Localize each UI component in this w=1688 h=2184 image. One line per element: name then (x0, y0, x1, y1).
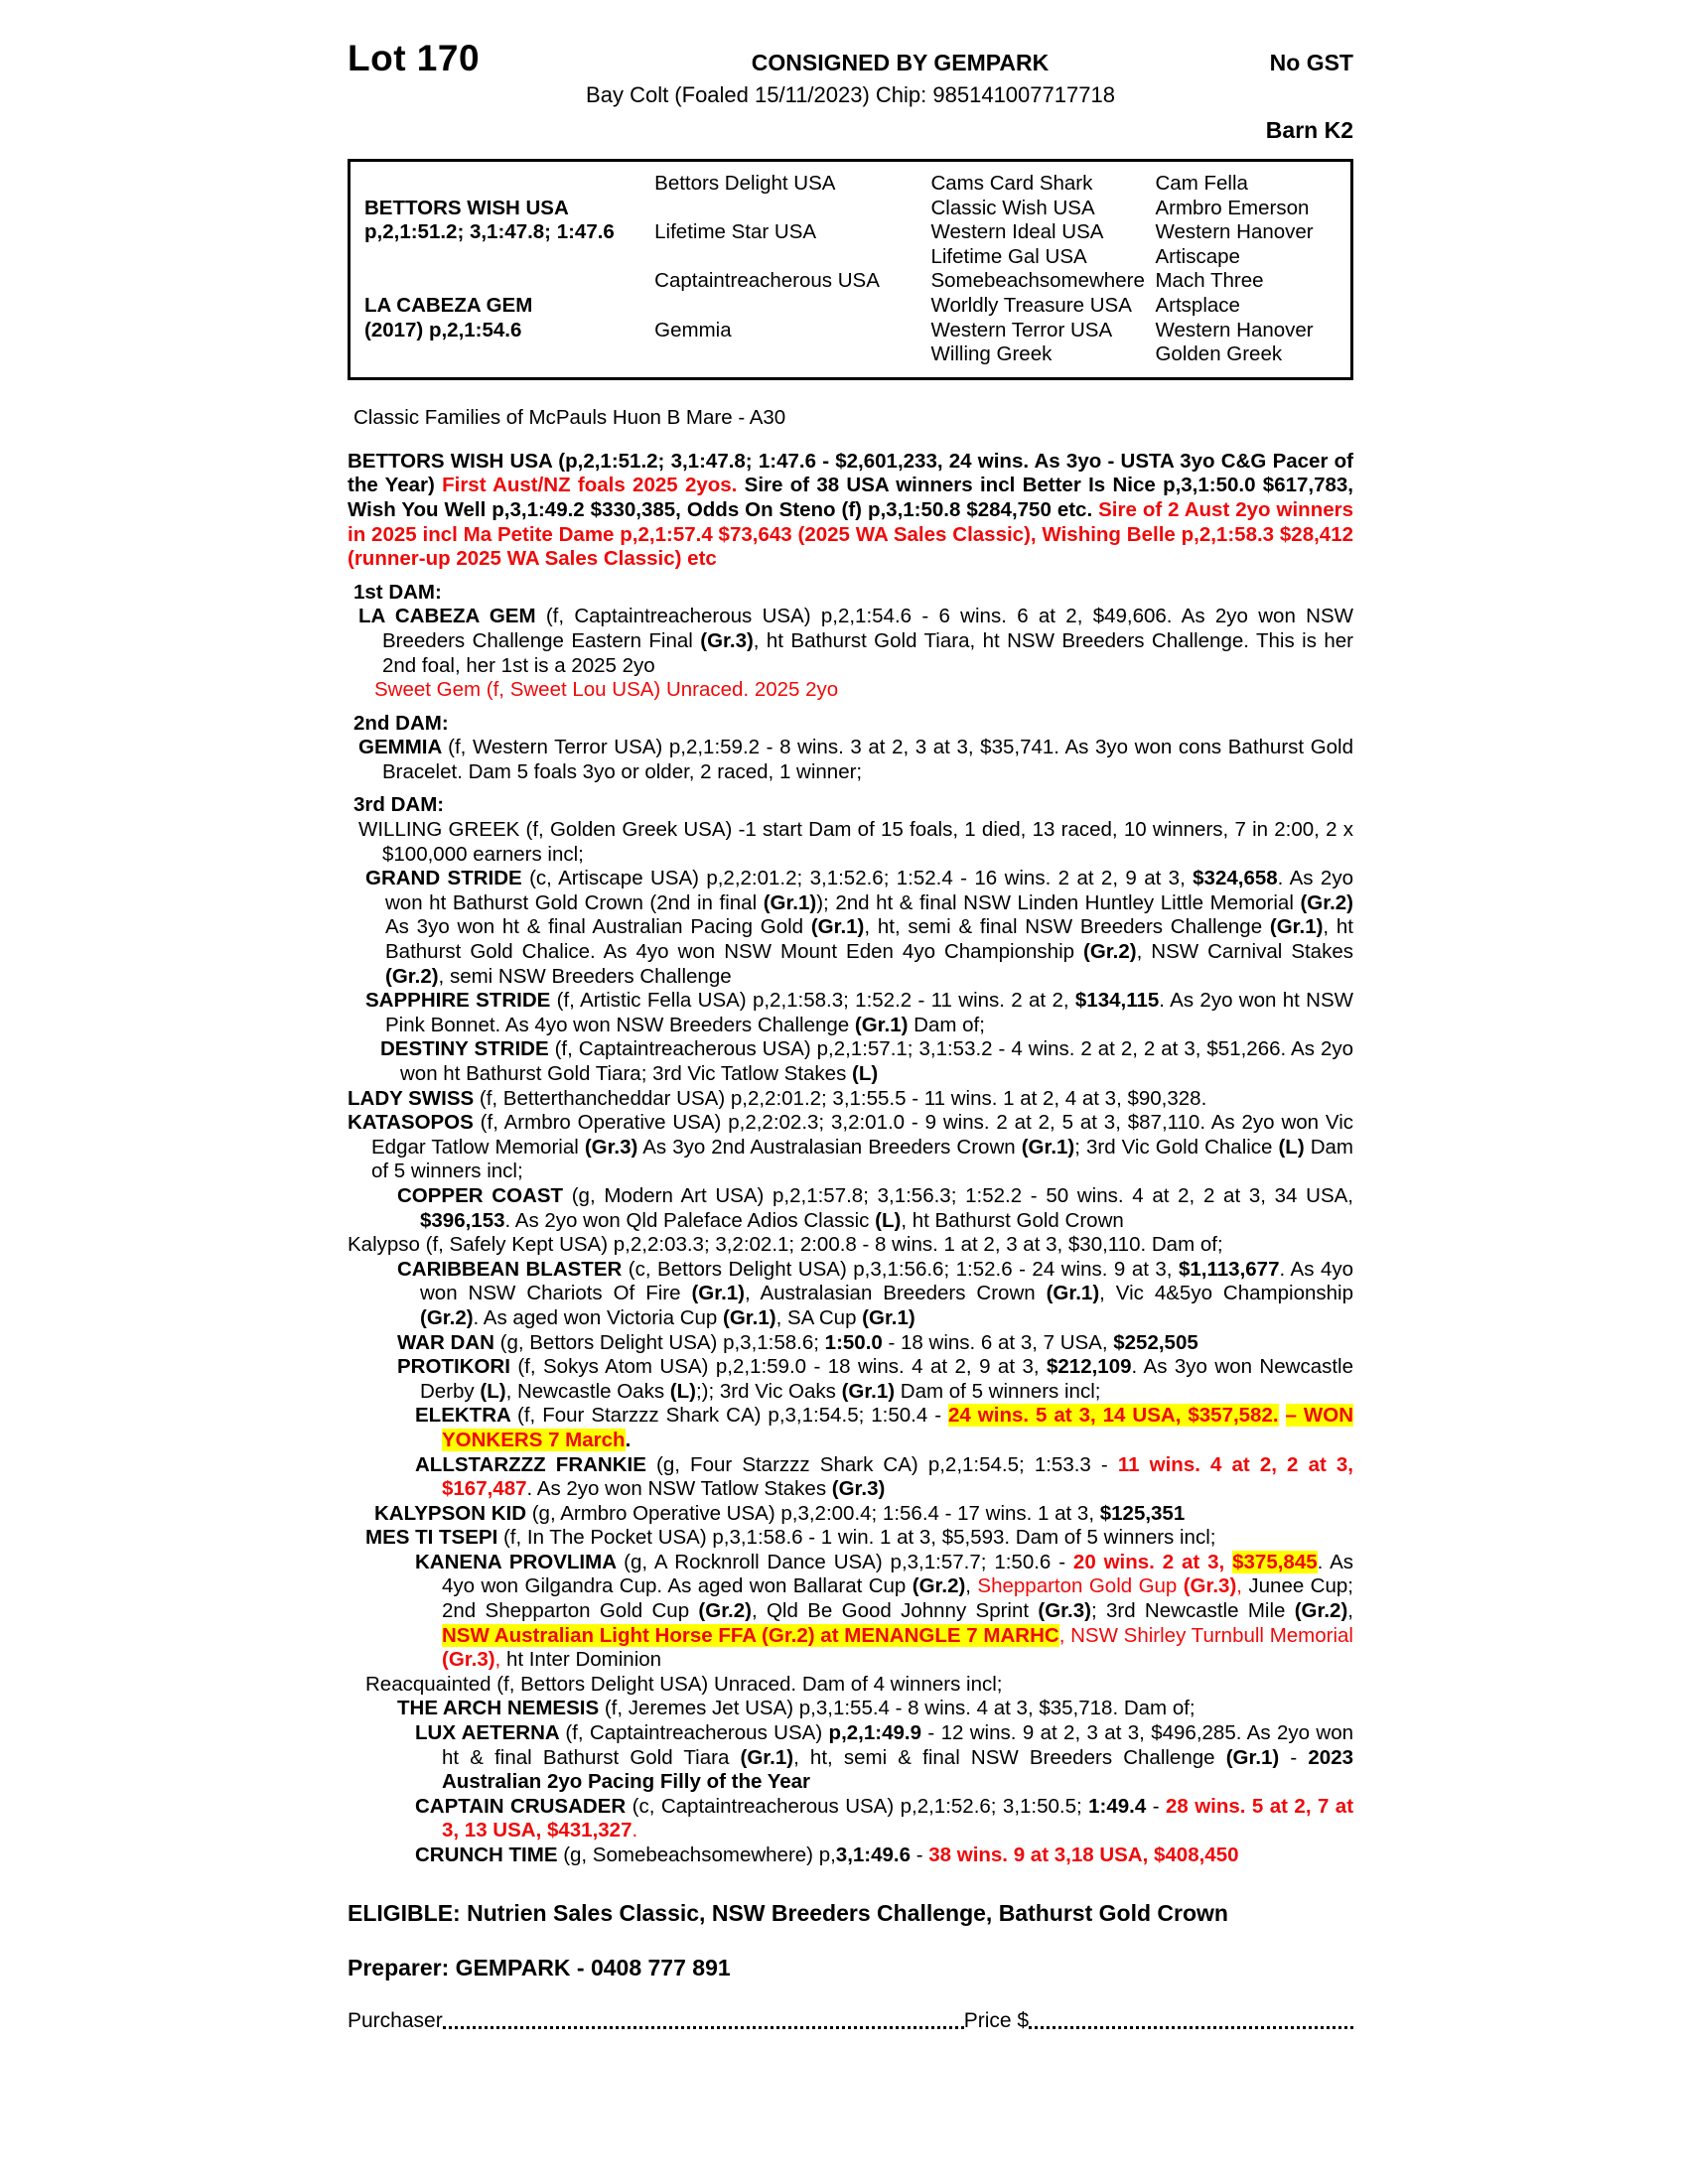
record-segment: ); 2nd ht & final NSW Linden Huntley Little Memorial (816, 890, 1301, 914)
record-segment: $408,450 (1154, 1843, 1239, 1866)
record-segment: (L) (875, 1208, 902, 1232)
record-segment: (L) (669, 1379, 696, 1403)
record-reacquainted (348, 1673, 1353, 1698)
record-segment: $252,505 (1113, 1330, 1198, 1354)
pedigree-cell (364, 342, 654, 367)
record-segment: , ht Bathurst Gold Crown (901, 1208, 1124, 1232)
record-segment: , (965, 1574, 978, 1598)
record-segment: (f, Western Terror USA) p,2,1:59.2 - 8 wins. 3 at 2, 3 at 3, $35,741. As 3yo won cons Bathurst Gold Bracelet. Dam 5 foals 3yo or older, 2 raced, 1 winner; (382, 736, 1353, 783)
record-segment: (Gr.1) (723, 1305, 776, 1329)
record-segment: (f, Captaintreacherous USA) p,2,1:57.1; 3,1:53.2 - 4 wins. 2 at 2, 2 at 3, $51,266. As 2yo won ht Bathurst Gold Tiara; 3rd Vic Tatlow Stakes (400, 1037, 1353, 1085)
record-segment: First Aust/NZ foals 2025 2yos. (442, 474, 738, 497)
record-segment: , NSW Carnival Stakes (1136, 940, 1353, 964)
record-segment: ; 3rd Vic Gold Chalice (1074, 1135, 1279, 1159)
record-segment: . As 4yo won NSW Chariots Of Fire (420, 1257, 1354, 1305)
record-segment: (g, A Rocknroll Dance USA) p,3,1:57.7; 1:50.6 - (624, 1550, 1073, 1573)
record-kalypson-kid (348, 1502, 1353, 1527)
record-segment: (c, Artiscape USA) p,2,2:01.2; 3,1:52.6; 1:52.4 - 16 wins. 2 at 2, 9 at 3, (529, 867, 1194, 890)
record-segment: (Gr.3) (1038, 1599, 1091, 1623)
record-segment: (f, Jeremes Jet USA) p,3,1:55.4 - 8 wins. 4 at 3, $35,718. Dam of; (604, 1697, 1196, 1720)
record-segment: COPPER COAST (397, 1183, 572, 1207)
record-segment: (Gr.2) (1083, 940, 1137, 964)
record-segment: $396,153 (420, 1208, 505, 1232)
record-segment: KATASOPOS (348, 1111, 481, 1135)
pedigree-cell: Willing Greek (930, 342, 1053, 366)
pedigree-cell: Armbro Emerson (1155, 196, 1310, 219)
record-segment: (f, Artistic Fella USA) p,2,1:58.3; 1:52.2 - 11 wins. 2 at 2, (556, 989, 1075, 1013)
dam-heading: 1st DAM: (353, 580, 442, 604)
record-segment: ; 3rd Newcastle Mile (1090, 1599, 1295, 1623)
record-segment: . As 2yo won ht Bathurst Gold Crown (2nd in final (385, 867, 1353, 914)
pedigree-grid (364, 172, 1344, 367)
record-lux-aeterna (348, 1721, 1353, 1795)
record-segment: (Gr.2) (385, 964, 439, 988)
pedigree-cell: Lifetime Gal USA (930, 244, 1087, 268)
record-segment: (Gr.2) (698, 1599, 752, 1623)
record-protikori (348, 1355, 1353, 1404)
record-segment: - (911, 1843, 929, 1866)
pedigree-cell (654, 197, 930, 221)
record-segment: As 3yo won ht & final Australian Pacing Gold (385, 915, 811, 939)
pedigree-cell: Bettors Delight USA (654, 172, 836, 195)
record-segment: Sire of 38 USA winners incl Better Is Nice p,3,1:50.0 $617,783, Wish You Well p,3,1:49.2 $330,385, Odds On Steno (f) p,3,1:50.8 $284,750 etc. (348, 474, 1353, 521)
eligibility-line: ELIGIBLE: Nutrien Sales Classic, NSW Breeders Challenge, Bathurst Gold Crown (348, 1899, 1228, 1926)
record-segment: Dam of 5 winners incl; (895, 1379, 1101, 1403)
record-segment: . (632, 1819, 638, 1843)
record-segment: (Gr.1) (810, 915, 865, 939)
record-segment: LA CABEZA GEM (358, 605, 546, 628)
record-segment: Shepparton Gold Gup (977, 1574, 1184, 1598)
record-segment: (f, Captaintreacherous USA) p,2,1:54.6 - 6 wins. 6 at 2, $49,606. As 2yo won NSW Breeders Challenge Eastern Final (382, 605, 1353, 652)
record-segment: As 3yo 2nd Australasian Breeders Crown (637, 1135, 1022, 1159)
record-segment: SAPPHIRE STRIDE (365, 989, 557, 1013)
record-segment: Dam of; (908, 1013, 985, 1036)
record-segment: . As 4yo won Gilgandra Cup. As aged won Ballarat Cup (442, 1550, 1354, 1598)
record-segment: (Gr.2) (912, 1574, 966, 1598)
record-segment: (Gr.1) (841, 1379, 896, 1403)
record-segment: (g, Somebeachsomewhere) p, (563, 1843, 836, 1866)
record-sweet-gem (348, 678, 1353, 703)
record-segment: KANENA PROVLIMA (415, 1550, 625, 1573)
record-segment: . As 3yo won Newcastle Derby (420, 1355, 1353, 1403)
record-captain-crusader (348, 1795, 1353, 1843)
record-segment: , Qld Be Good Johnny Sprint (751, 1599, 1039, 1623)
record-segment: - 12 wins. 9 at 2, 3 at 3, $496,285. As 2yo won ht & final Bathurst Gold Tiara (442, 1721, 1353, 1769)
record-segment: 3,1:49.6 (835, 1843, 912, 1866)
record-war-dan (348, 1331, 1353, 1356)
record-segment: 2023 Australian 2yo Pacing Filly of the Year (442, 1745, 1353, 1794)
pedigree-cell (364, 245, 654, 270)
record-segment: (Gr.1) (740, 1745, 794, 1769)
record-segment: GEMMIA (358, 736, 449, 759)
record-segment: (L) (852, 1062, 879, 1085)
record-segment: . (625, 1428, 632, 1451)
catalog-page (348, 0, 1353, 2033)
record-segment: KALYPSON KID (374, 1501, 532, 1525)
record-segment: (f, Captaintreacherous USA) (565, 1721, 829, 1745)
record-segment: LUX AETERNA (415, 1721, 566, 1745)
record-segment: (Gr.3) (831, 1477, 886, 1501)
record-segment: Kalypso (f, Safely Kept USA) p,2,2:03.3; 3,2:02.1; 2:00.8 - 8 wins. 1 at 2, 3 at 3, $30,110. Dam of; (348, 1233, 1223, 1257)
record-the-arch-nemesis (348, 1697, 1353, 1721)
record-segment: (f, Betterthancheddar USA) p,2,2:01.2; 3,1:55.5 - 11 wins. 1 at 2, 4 at 3, $90,328. (479, 1086, 1207, 1110)
record-segment: (Gr.3) (584, 1135, 638, 1159)
record-segment: 38 wins. 9 at 3,18 USA, (928, 1843, 1154, 1866)
barn-number: Barn K2 (1265, 117, 1353, 143)
dam-heading: 3rd DAM: (353, 793, 445, 817)
record-segment: (g, Four Starzzz Shark CA) p,2,1:54.5; 1:53.3 - (656, 1452, 1118, 1476)
record-segment: PROTIKORI (397, 1355, 518, 1379)
pedigree-cell (364, 269, 654, 294)
pedigree-cell: Artsplace (1155, 293, 1240, 317)
record-segment: NSW Shirley Turnbull Memorial (1070, 1623, 1353, 1647)
record-segment: (Gr.2) (1300, 890, 1353, 914)
record-segment: $134,115 (1074, 989, 1160, 1013)
record-segment: . As 2yo won Qld Paleface Adios Classic (504, 1208, 876, 1232)
record-segment: (c, Captaintreacherous USA) p,2,1:52.6; 3,1:50.5; (632, 1794, 1089, 1818)
foal-details: Bay Colt (Foaled 15/11/2023) Chip: 985141007717718 (586, 82, 1115, 107)
record-segment: – WON YONKERS 7 March (442, 1404, 1353, 1451)
record-segment: CRUNCH TIME (415, 1843, 564, 1866)
price-label: Price $ (963, 2008, 1030, 2032)
record-segment: , ht Bathurst Gold Chalice. As 4yo won NSW Mount Eden 4yo Championship (385, 915, 1353, 964)
pedigree-cell: Western Hanover (1155, 220, 1314, 244)
record-segment: (Gr.3) (442, 1648, 495, 1672)
record-segment: , (494, 1648, 501, 1672)
record-segment: - (1279, 1745, 1309, 1769)
record-sapphire-stride (348, 989, 1353, 1037)
pedigree-table (348, 159, 1353, 380)
pedigree-cell: Classic Wish USA (930, 196, 1095, 219)
record-segment: (Gr.3) (700, 628, 754, 652)
record-segment: (Gr.1) (1269, 915, 1324, 939)
record-segment: 28 wins. 5 at 2, 7 at 3, 13 USA, (442, 1794, 1354, 1843)
pedigree-cell: Cam Fella (1155, 172, 1248, 195)
record-segment: , (1347, 1599, 1353, 1623)
record-segment: , (1058, 1623, 1071, 1647)
record-grand-stride (348, 867, 1353, 989)
record-segment: $1,113,677 (1179, 1257, 1280, 1281)
record-segment: , ht Bathurst Gold Tiara, ht NSW Breeders Challenge. This is her 2nd foal, her 1st is a 2025 2yo (382, 628, 1353, 677)
record-segment: (f, Four Starzzz Shark CA) p,3,1:54.5; 1:50.4 - (517, 1404, 949, 1428)
record-segment: p,2,1:49.9 (828, 1721, 921, 1745)
record-segment: - (1146, 1794, 1166, 1818)
record-segment: (Gr.1) (1021, 1135, 1075, 1159)
record-segment: (Gr.2) (1294, 1599, 1348, 1623)
record-segment: 20 wins. 2 at 3, (1072, 1550, 1233, 1573)
record-segment: , semi NSW Breeders Challenge (438, 964, 732, 988)
record-gemmia (348, 736, 1353, 784)
page-header (348, 38, 1353, 79)
record-segment: (c, Bettors Delight USA) p,3,1:56.6; 1:52.6 - 24 wins. 9 at 3, (628, 1257, 1179, 1281)
gst-status: No GST (1269, 50, 1353, 75)
record-segment: . As 2yo won NSW Tatlow Stakes (526, 1477, 832, 1501)
pedigree-cell: Mach Three (1155, 269, 1264, 293)
record-segment: (L) (480, 1379, 506, 1403)
record-segment: MES TI TSEPI (365, 1526, 503, 1550)
lot-number: Lot 170 (348, 38, 481, 78)
pedigree-cell (364, 172, 654, 197)
purchaser-signature-line (443, 2026, 964, 2029)
record-segment: WAR DAN (397, 1330, 500, 1354)
record-segment: (Gr.1) (854, 1013, 909, 1036)
record-segment: 1:50.0 (824, 1330, 883, 1354)
record-segment: , Vic 4&5yo Championship (1099, 1282, 1353, 1305)
record-segment: (g, Armbro Operative USA) p,3,2:00.4; 1:56.4 - 17 wins. 1 at 3, (531, 1501, 1100, 1525)
purchaser-price-line (348, 2009, 1353, 2033)
pedigree-cell: Western Terror USA (930, 318, 1113, 341)
record-segment: . As 2yo won ht NSW Pink Bonnet. As 4yo won NSW Breeders Challenge (385, 989, 1353, 1036)
record-segment: (L) (1278, 1135, 1305, 1159)
record-segment: 1:49.4 (1088, 1794, 1147, 1818)
pedigree-cell: Captaintreacherous USA (654, 269, 880, 293)
record-segment: (f, Sokys Atom USA) p,2,1:59.0 - 18 wins. 4 at 2, 9 at 3, (517, 1355, 1047, 1379)
record-segment: ht Inter Dominion (500, 1648, 662, 1672)
record-katasopos (348, 1111, 1353, 1184)
pedigree-cell: Somebeachsomewhere (930, 269, 1145, 293)
record-segment: , SA Cup (775, 1305, 863, 1329)
consignor-title: CONSIGNED BY GEMPARK (751, 50, 1050, 75)
record-segment: . As aged won Victoria Cup (473, 1305, 724, 1329)
pedigree-cell: Gemmia (654, 318, 732, 341)
pedigree-cell: Golden Greek (1155, 342, 1283, 366)
pedigree-cell: Cams Card Shark (930, 172, 1093, 195)
pedigree-cell (654, 294, 930, 319)
record-segment: $431,327 (546, 1819, 633, 1843)
pedigree-cell: (2017) p,2,1:54.6 (364, 318, 522, 341)
purchaser-label: Purchaser (348, 2008, 443, 2032)
record-segment: LADY SWISS (348, 1086, 480, 1110)
dam-heading: 2nd DAM: (353, 711, 449, 735)
pedigree-cell (654, 342, 930, 367)
record-kalypso (348, 1233, 1353, 1258)
record-segment: Junee Cup; 2nd Shepparton Gold Cup (442, 1574, 1353, 1623)
record-segment: $324,658 (1193, 867, 1278, 890)
pedigree-cell: p,2,1:51.2; 3,1:47.8; 1:47.6 (364, 220, 615, 244)
record-segment: (Gr.1) (691, 1282, 746, 1305)
record-segment: $167,487 (442, 1477, 527, 1501)
record-allstarzzz-frankie (348, 1453, 1353, 1502)
sire-summary (348, 450, 1353, 572)
preparer-line: Preparer: GEMPARK - 0408 777 891 (348, 1954, 731, 1980)
record-segment: Sire of 2 Aust 2yo winners in 2025 incl Ma Petite Dame p,2,1:57.4 $73,643 (2025 WA Sales Classic), Wishing Belle p,2,1:58.3 $28,412 (runner-up 2025 WA Sales Classic) etc (348, 497, 1353, 571)
record-la-cabeza-gem (348, 605, 1353, 678)
record-segment: , ht, semi & final NSW Breeders Challenge (864, 915, 1270, 939)
record-segment: CAPTAIN CRUSADER (415, 1794, 633, 1818)
record-segment: $357,582. (1188, 1404, 1279, 1428)
record-segment: 11 wins. 4 at 2, 2 at 3, (1117, 1452, 1353, 1476)
record-segment: BETTORS WISH USA (p,2,1:51.2; 3,1:47.8; 1:47.6 - $2,601,233, 24 wins. As 3yo - USTA 3yo C&G Pacer of the Year) (348, 449, 1353, 497)
record-segment: GRAND STRIDE (365, 867, 530, 890)
record-segment: DESTINY STRIDE (380, 1037, 555, 1061)
record-segment: ALLSTARZZZ FRANKIE (415, 1452, 657, 1476)
record-segment: ;); 3rd Vic Oaks (695, 1379, 842, 1403)
pedigree-cell: BETTORS WISH USA (364, 196, 569, 219)
record-segment: CARIBBEAN BLASTER (397, 1257, 629, 1281)
record-caribbean-blaster (348, 1258, 1353, 1331)
pedigree-cell: Artiscape (1155, 244, 1240, 268)
record-segment: (f, Armbro Operative USA) p,2,2:02.3; 3,2:01.0 - 9 wins. 2 at 2, 5 at 3, $87,110. As 2yo won Vic Edgar Tatlow Memorial (371, 1111, 1354, 1159)
record-crunch-time (348, 1843, 1353, 1868)
record-segment: (Gr.1) (1046, 1282, 1100, 1305)
family-classification: Classic Families of McPauls Huon B Mare - A30 (353, 405, 786, 429)
record-segment: (Gr.2) (420, 1305, 474, 1329)
record-segment: , ht, semi & final NSW Breeders Challenge (793, 1745, 1226, 1769)
record-segment: - 18 wins. 6 at 3, 7 USA, (882, 1330, 1114, 1354)
pedigree-cell: Western Hanover (1155, 318, 1314, 341)
pedigree-cell: Lifetime Star USA (654, 220, 817, 244)
record-segment: $125,351 (1099, 1501, 1186, 1525)
record-mes-ti-tsepi (348, 1526, 1353, 1551)
pedigree-cell (654, 245, 930, 270)
record-kanena-provlima (348, 1551, 1353, 1673)
record-segment: Sweet Gem (f, Sweet Lou USA) Unraced. 2025 2yo (374, 678, 839, 702)
pedigree-cell: LA CABEZA GEM (364, 293, 533, 317)
record-lady-swiss (348, 1087, 1353, 1112)
record-segment: (f, In The Pocket USA) p,3,1:58.6 - 1 win. 1 at 3, $5,593. Dam of 5 winners incl; (502, 1526, 1216, 1550)
record-segment: THE ARCH NEMESIS (397, 1697, 605, 1720)
record-segment: NSW Australian Light Horse FFA (Gr.2) at MENANGLE 7 MARHC (442, 1623, 1059, 1647)
record-elektra (348, 1404, 1353, 1452)
pedigree-body (348, 450, 1353, 1868)
record-destiny-stride (348, 1037, 1353, 1086)
record-segment: WILLING GREEK (f, Golden Greek USA) -1 start Dam of 15 foals, 1 died, 13 raced, 10 winners, 7 in 2:00, 2 x $100,000 earners incl; (358, 818, 1353, 866)
record-segment: (g, Modern Art USA) p,2,1:57.8; 3,1:56.3; 1:52.2 - 50 wins. 4 at 2, 2 at 3, 34 USA, (571, 1183, 1353, 1207)
record-segment: Dam of 5 winners incl; (371, 1135, 1353, 1183)
pedigree-cell: Worldly Treasure USA (930, 293, 1132, 317)
record-segment: 24 wins. 5 at 3, 14 USA, (948, 1404, 1189, 1428)
record-segment: (g, Bettors Delight USA) p,3,1:58.6; (499, 1330, 825, 1354)
pedigree-cell: Western Ideal USA (930, 220, 1104, 244)
record-willing-greek (348, 818, 1353, 867)
record-segment: ELEKTRA (415, 1404, 518, 1428)
record-segment: (Gr.1) (1225, 1745, 1280, 1769)
price-fill-line (1029, 2026, 1353, 2029)
record-copper-coast (348, 1184, 1353, 1233)
record-segment: (Gr.1) (862, 1305, 915, 1329)
record-segment: , Australasian Breeders Crown (745, 1282, 1047, 1305)
record-segment: , Newcastle Oaks (505, 1379, 670, 1403)
record-segment: $375,845 (1232, 1550, 1318, 1573)
record-segment: $212,109 (1047, 1355, 1132, 1379)
record-segment: , (1236, 1574, 1242, 1598)
record-segment: Reacquainted (f, Bettors Delight USA) Unraced. Dam of 4 winners incl; (365, 1672, 1003, 1696)
record-segment: (Gr.1) (763, 890, 817, 914)
record-segment (1279, 1404, 1286, 1427)
record-segment: (Gr.3) (1183, 1574, 1237, 1598)
